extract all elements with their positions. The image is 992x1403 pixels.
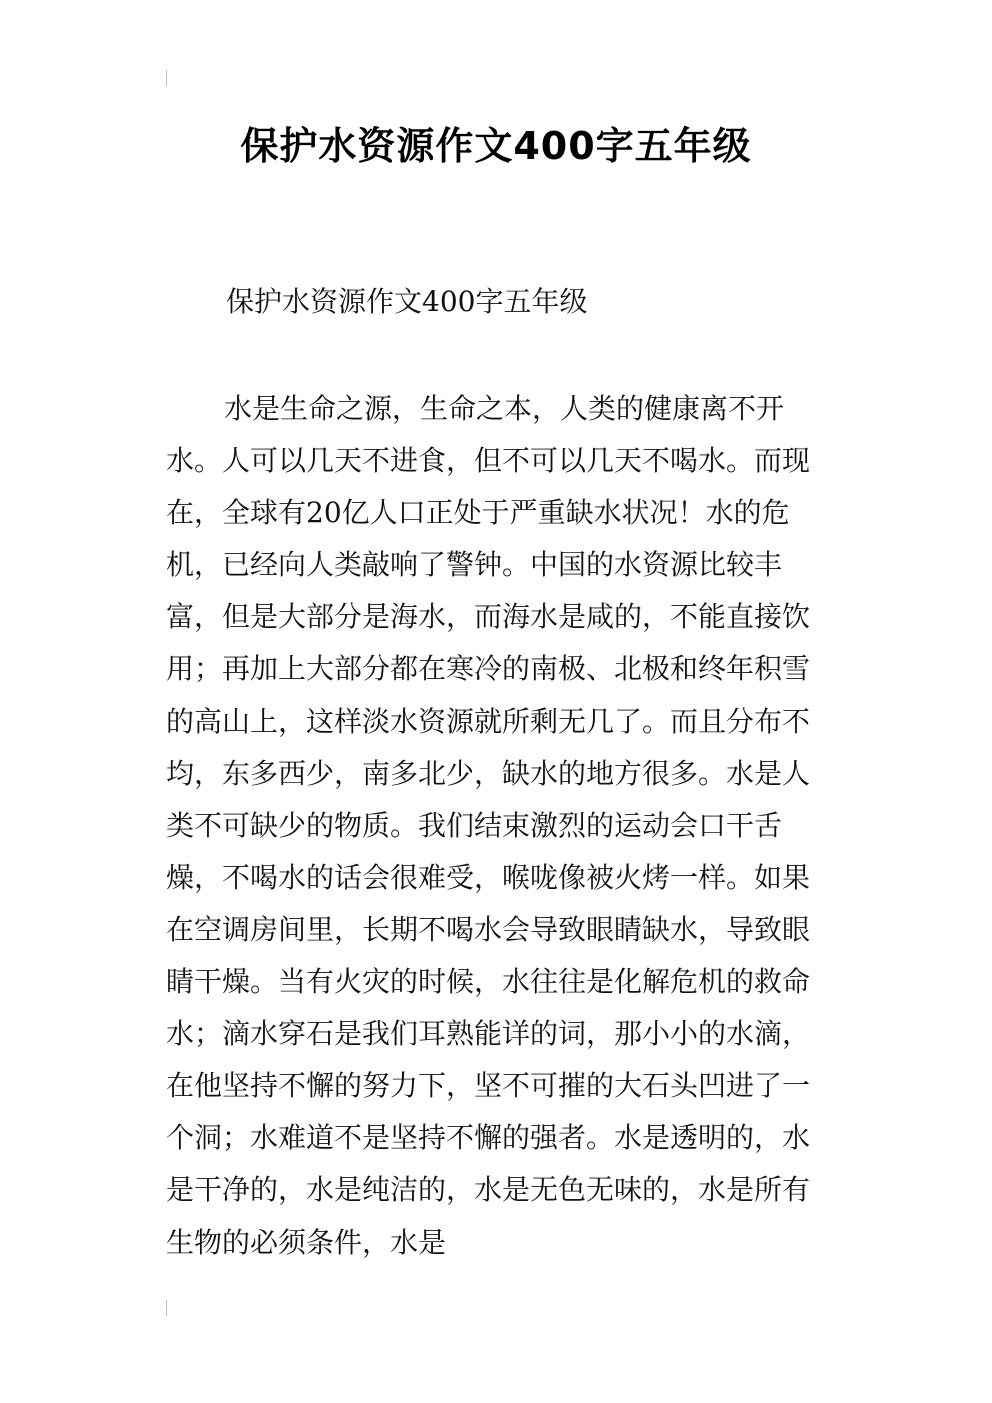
document-title: 保护水资源作文400字五年级 xyxy=(240,124,752,168)
document-subtitle: 保护水资源作文400字五年级 xyxy=(226,285,588,318)
top-corner-mark xyxy=(166,70,167,86)
body-paragraph: 水是生命之源，生命之本，人类的健康离不开水。人可以几天不进食，但不可以几天不喝水。而现在，全球有20亿人口正处于严重缺水状况！水的危机，已经向人类敲响了警钟。中国的水资源比较丰富，但是大部分是海水，而海水是咸的，不能直接饮用；再加上大部分都在寒冷的南极、北极和终年积雪的高山上，这样淡水资源就所剩无几了。而且分布不均，东多西少，南多北少，缺水的地方很多。水是人类不可缺少的物质。我们结束激烈的运动会口干舌燥，不喝水的话会很难受，喉咙像被火烤一样。如果在空调房间里，长期不喝水会导致眼睛缺水，导致眼睛干燥。当有火灾的时候，水往往是化解危机的救命水；滴水穿石是我们耳熟能详的词，那小小的水滴，在他坚持不懈的努力下，坚不可摧的大石头凹进了一个洞；水难道不是坚持不懈的强者。水是透明的，水是干净的，水是纯洁的，水是无色无味的，水是所有生物的必须条件，水是 xyxy=(166,392,811,1259)
bottom-corner-mark xyxy=(166,1300,167,1316)
